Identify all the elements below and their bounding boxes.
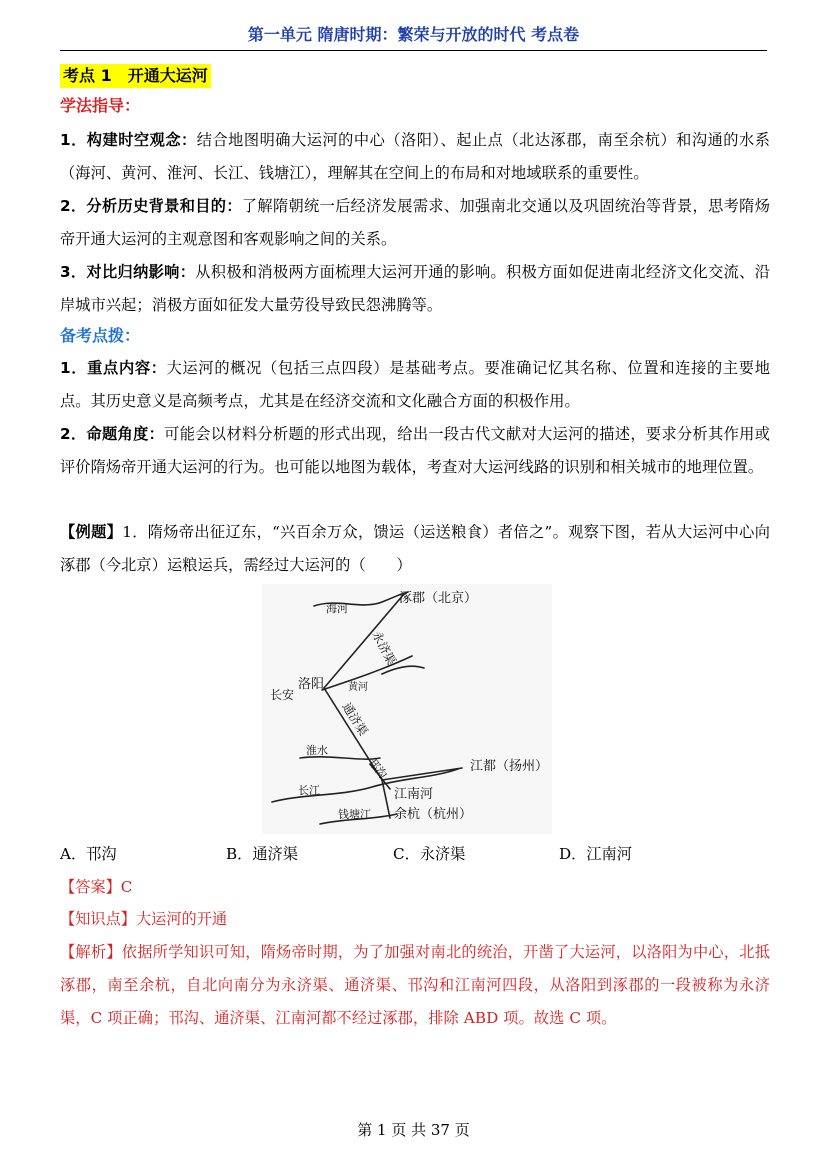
- study-guide-heading: 学法指导：: [60, 96, 141, 115]
- map-label-jiangdu: 江都（扬州）: [470, 759, 549, 774]
- item-lead: 3．对比归纳影响：: [60, 263, 196, 281]
- knowledge-value: 大运河的开通: [135, 910, 228, 928]
- map-label-huanghe: 黄河: [348, 682, 368, 693]
- analysis-text: 依据所学知识可知，隋炀帝时期，为了加强对南北的统治，开凿了大运河，以洛阳为中心，北抵涿郡，南至余杭，自北向南分为永济渠、通济渠、邗沟和江南河四段，从洛阳到涿郡的一段被称为永济渠，C 项正确；邗沟、通济渠、江南河都不经过涿郡，排除 ABD 项。故选 C 项。: [60, 943, 771, 1027]
- item-text: 了解隋朝统一后经济发展需求、加强南北交通以及巩固统治等背景，思考隋炀帝开通大运河的主观意图和客观影响之间的关系。: [60, 197, 770, 248]
- option-a[interactable]: A．邗沟: [60, 845, 117, 863]
- map-label-jiangnanhe: 江南河: [394, 787, 434, 802]
- exam-tips-item-2: [60, 418, 770, 484]
- item-text: 可能会以材料分析题的形式出现，给出一段古代文献对大运河的描述，要求分析其作用或评价隋炀帝开通大运河的行为。也可能以地图为载体，考查对大运河线路的识别和相关城市的地理位置。: [60, 425, 770, 476]
- example-lead: 【例题】: [60, 523, 123, 541]
- page-title: 第一单元 隋唐时期：繁荣与开放的时代 考点卷: [247, 25, 580, 44]
- grand-canal-map: [262, 584, 552, 834]
- answer-lead: 【答案】: [60, 878, 121, 896]
- study-guide-item-2: [60, 190, 770, 256]
- study-guide-item-3: [60, 256, 770, 322]
- study-guide-item-1: [60, 124, 770, 190]
- map-label-changan: 长安: [270, 688, 295, 702]
- map-label-tongjiqu: 通济渠: [339, 700, 371, 739]
- item-text: 从积极和消极两方面梳理大运河开通的影响。积极方面如促进南北经济文化交流、沿岸城市兴起；消极方面如征发大量劳役导致民怨沸腾等。: [60, 263, 770, 314]
- option-c[interactable]: C．永济渠: [393, 845, 466, 863]
- item-text: 结合地图明确大运河的中心（洛阳）、起止点（北达涿郡，南至余杭）和沟通的水系（海河、黄河、淮河、长江、钱塘江），理解其在空间上的布局和对地域联系的重要性。: [60, 131, 770, 182]
- item-text: 大运河的概况（包括三点四段）是基础考点。要准确记忆其名称、位置和连接的主要地点。其历史意义是高频考点，尤其是在经济交流和文化融合方面的积极作用。: [60, 359, 770, 410]
- answer-value: C: [120, 878, 133, 896]
- option-b[interactable]: B．通济渠: [226, 845, 298, 863]
- exam-tips-item-1: [60, 352, 770, 418]
- answer-line: [60, 874, 132, 900]
- page-number: 第 1 页 共 37 页: [357, 1121, 470, 1139]
- map-label-zhuojun: 涿郡（北京）: [399, 591, 478, 606]
- answer-options: [60, 843, 770, 869]
- map-label-yongjiqu: 永济渠: [369, 628, 399, 668]
- map-label-hangou: 邗沟: [365, 755, 390, 782]
- map-label-changjiang: 长江: [298, 784, 320, 797]
- example-text: 1．隋炀帝出征辽东，“兴百余万众，馈运（运送粮食）者倍之”。观察下图，若从大运河中心向涿郡（今北京）运粮运兵，需经过大运河的（ ）: [60, 523, 770, 574]
- item-lead: 1．构建时空观念：: [60, 131, 197, 149]
- map-label-haihe: 海河: [326, 602, 348, 615]
- item-lead: 2．分析历史背景和目的：: [60, 197, 242, 215]
- header-divider: [60, 50, 767, 51]
- analysis-paragraph: [60, 936, 770, 1035]
- map-label-qiantangjiang: 钱塘江: [338, 808, 371, 821]
- map-label-huaishui: 淮水: [306, 744, 328, 757]
- knowledge-lead: 【知识点】: [60, 910, 136, 928]
- analysis-lead: 【解析】: [60, 943, 122, 961]
- map-label-yuhang: 余杭（杭州）: [394, 807, 473, 822]
- section-label: 考点 1 开通大运河: [60, 64, 211, 88]
- example-question: [60, 516, 770, 582]
- item-lead: 1．重点内容：: [60, 359, 167, 377]
- option-d[interactable]: D．江南河: [559, 845, 632, 863]
- exam-tips-heading: 备考点拨：: [60, 326, 141, 345]
- item-lead: 2．命题角度：: [60, 425, 165, 443]
- map-label-luoyang: 洛阳: [298, 677, 325, 692]
- knowledge-line: [60, 906, 227, 932]
